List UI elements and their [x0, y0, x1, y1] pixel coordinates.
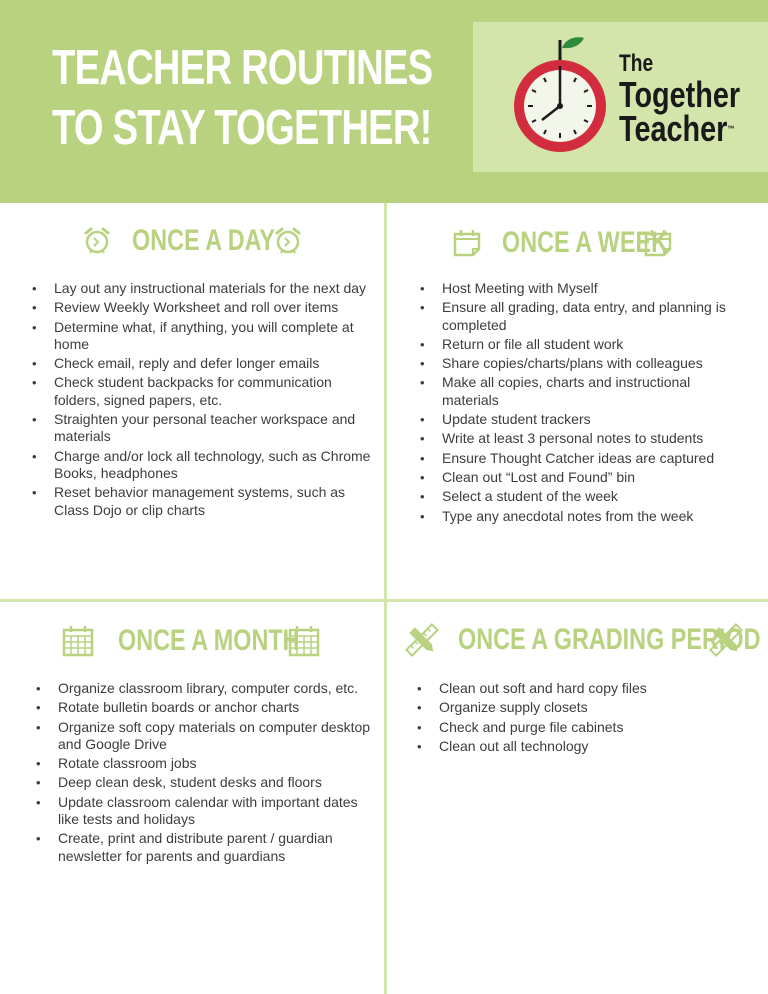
section-heading-month [62, 624, 320, 658]
calendar-page-icon [452, 228, 482, 258]
list-item: • Create, print and distribute parent / guardian newsletter for parents and guardians [34, 830, 374, 865]
list-item: • Share copies/charts/plans with colleagues [418, 355, 748, 372]
list-item: • Review Weekly Worksheet and roll over items [30, 299, 372, 316]
list-item: • Ensure Thought Catcher ideas are captured [418, 450, 748, 467]
brand-wordmark [619, 50, 741, 149]
trademark-symbol: ™ [727, 124, 735, 134]
brand-line-3 [619, 108, 740, 149]
brand-line-2: Together [619, 74, 741, 115]
list-item: • Organize supply closets [415, 699, 745, 716]
list-item: • Return or file all student work [418, 336, 748, 353]
section-title-week: ONCE A WEEK [502, 226, 668, 259]
title-line-1: TEACHER ROUTINES [52, 41, 433, 95]
list-item: • Rotate classroom jobs [34, 755, 374, 772]
apple-clock-logo-icon [506, 34, 610, 160]
list-item: • Deep clean desk, student desks and floors [34, 774, 374, 791]
list-item: • Clean out “Lost and Found” bin [418, 469, 748, 486]
section-heading-week [452, 226, 673, 260]
calendar-grid-icon [62, 625, 94, 657]
list-item: • Check student backpacks for communication folders, signed papers, etc. [30, 374, 372, 409]
list-item: • Select a student of the week [418, 488, 748, 505]
list-item: • Check email, reply and defer longer emails [30, 355, 372, 372]
list-item: • Clean out soft and hard copy files [415, 680, 745, 697]
horizontal-divider [0, 599, 768, 602]
list-item: • Ensure all grading, data entry, and planning is completed [418, 299, 748, 334]
section-heading-day [82, 224, 303, 258]
list-item: • Organize soft copy materials on computer desktop and Google Drive [34, 719, 374, 754]
section-title-month: ONCE A MONTH [118, 624, 300, 657]
list-item: • Charge and/or lock all technology, such as Chrome Books, headphones [30, 448, 372, 483]
list-item: • Clean out all technology [415, 738, 745, 755]
list-item: • Reset behavior management systems, such as Class Dojo or clip charts [30, 484, 372, 519]
section-title-grading: ONCE A GRADING PERIOD [458, 623, 761, 656]
alarm-clock-icon [82, 226, 112, 256]
list-item: • Determine what, if anything, you will complete at home [30, 319, 372, 354]
alarm-clock-icon [273, 226, 303, 256]
section-title-day-wrap [132, 224, 276, 258]
brand-line-1: The [619, 50, 654, 77]
list-item: • Update classroom calendar with important dates like tests and holidays [34, 794, 374, 829]
header-banner [0, 0, 768, 203]
list-item: • Organize classroom library, computer cords, etc. [34, 680, 374, 697]
list-item: • Make all copies, charts and instructional materials [418, 374, 748, 409]
list-item: • Write at least 3 personal notes to students [418, 430, 748, 447]
page-title [52, 38, 433, 158]
section-title-grading-wrap [458, 623, 761, 657]
section-heading-grading [404, 622, 761, 658]
list-item: • Rotate bulletin boards or anchor charts [34, 699, 374, 716]
brand-line-3-text: Teacher [619, 108, 728, 149]
section-title-month-wrap [118, 624, 300, 658]
list-item: • Update student trackers [418, 411, 748, 428]
list-item: • Host Meeting with Myself [418, 280, 748, 297]
list-item: • Lay out any instructional materials for the next day [30, 280, 372, 297]
list-item: • Check and purge file cabinets [415, 719, 745, 736]
list-week [418, 280, 748, 527]
list-grading [415, 680, 745, 757]
pencil-ruler-icon [404, 622, 440, 658]
list-month [34, 680, 374, 867]
section-title-day: ONCE A DAY [132, 224, 276, 257]
list-item: • Type any anecdotal notes from the week [418, 508, 748, 525]
list-item: • Straighten your personal teacher workspace and materials [30, 411, 372, 446]
section-title-week-wrap [502, 226, 668, 260]
title-line-2: TO STAY TOGETHER! [52, 101, 432, 155]
list-day [30, 280, 372, 521]
